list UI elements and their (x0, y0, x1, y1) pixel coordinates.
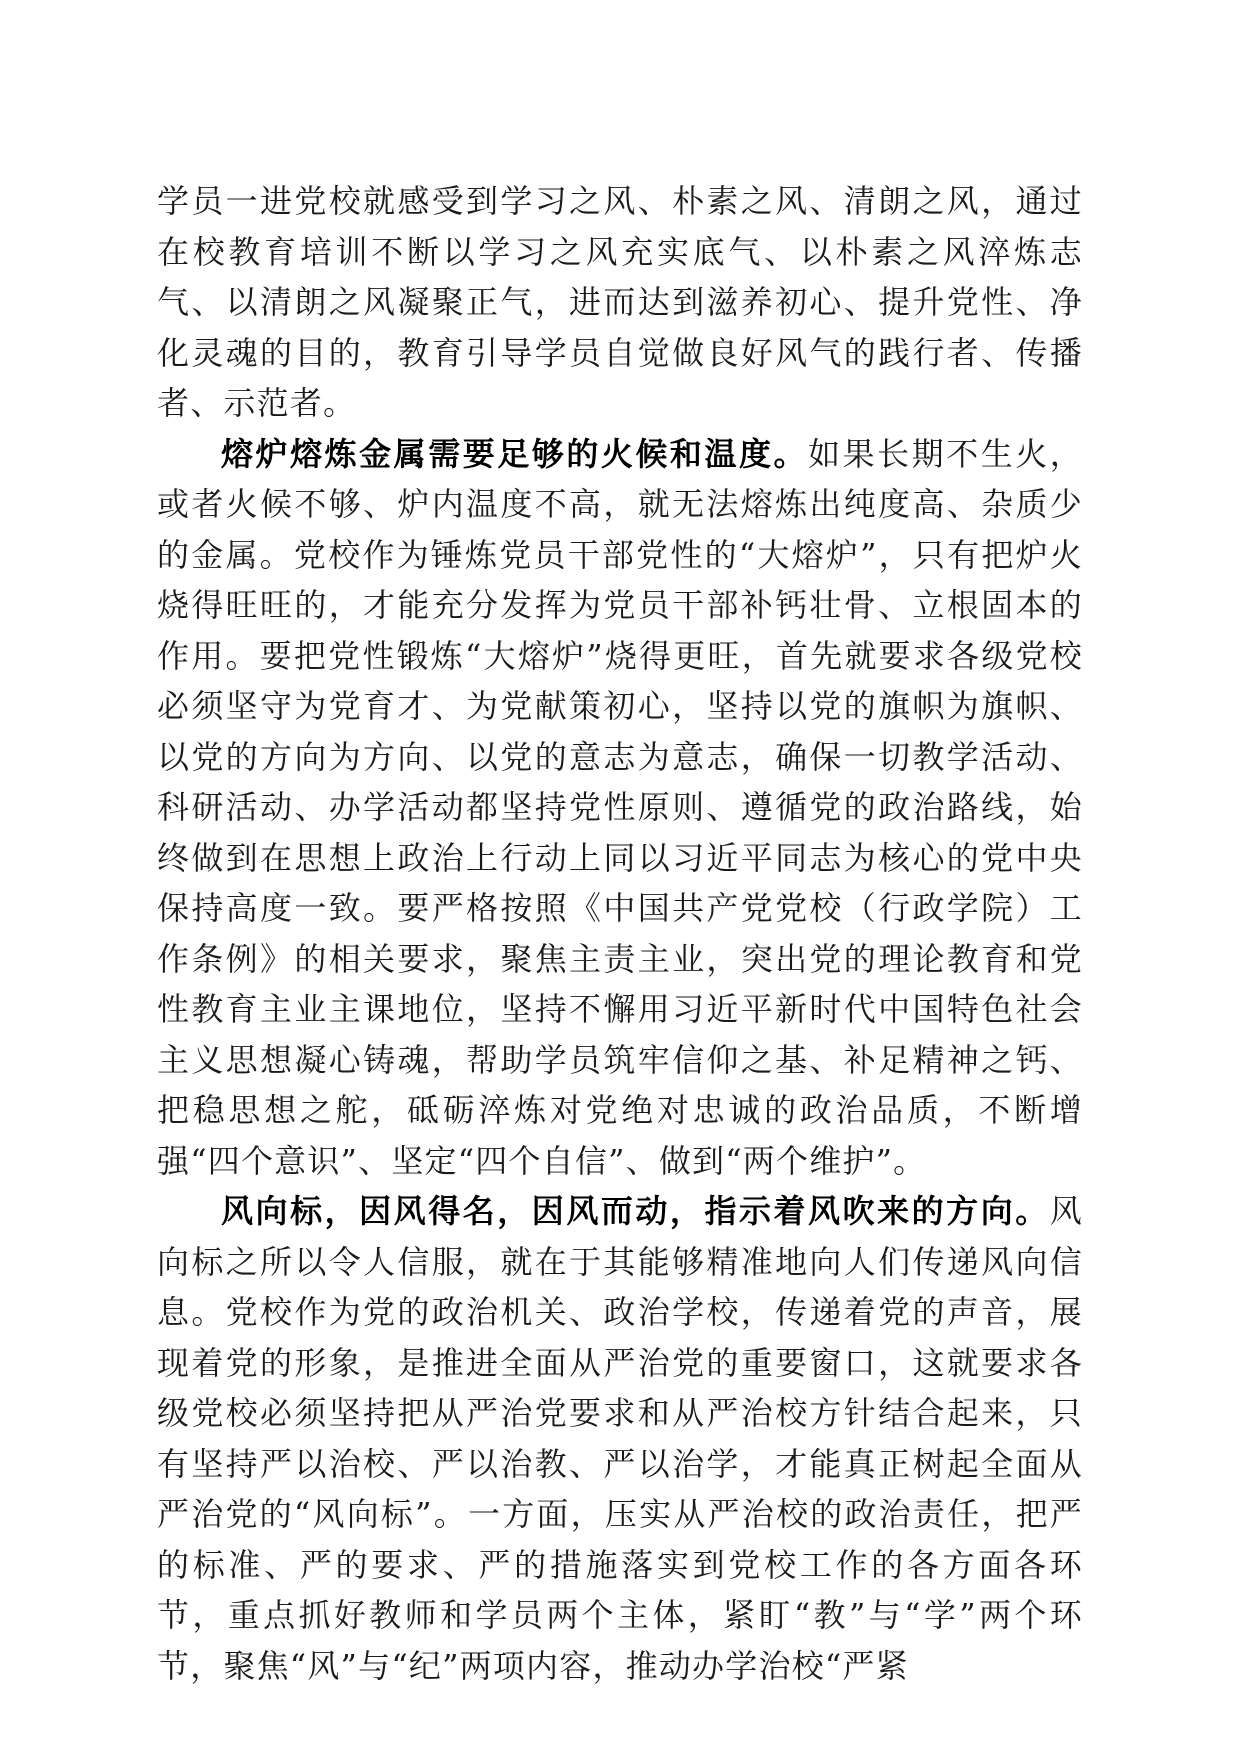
paragraph-1 (157, 176, 1083, 429)
paragraph-1-text: 学员一进党校就感受到学习之风、朴素之风、清朗之风，通过在校教育培训不断以学习之风充实底气、以朴素之风淬炼志气、以清朗之风凝聚正气，进而达到滋养初心、提升党性、净化灵魂的目的，教育引导学员自觉做良好风气的践行者、传播者、示范者。 (157, 182, 1083, 422)
paragraph-2-text: 如果长期不生火，或者火候不够、炉内温度不高，就无法熔炼出纯度高、杂质少的金属。党校作为锤炼党员干部党性的“大熔炉”，只有把炉火烧得旺旺的，才能充分发挥为党员干部补钙壮骨、立根固本的作用。要把党性锻炼“大熔炉”烧得更旺，首先就要求各级党校必须坚守为党育才、为党献策初心，坚持以党的旗帜为旗帜、以党的方向为方向、以党的意志为意志，确保一切教学活动、科研活动、办学活动都坚持党性原则、遵循党的政治路线，始终做到在思想上政治上行动上同以习近平同志为核心的党中央保持高度一致。要严格按照《中国共产党党校（行政学院）工作条例》的相关要求，聚焦主责主业，突出党的理论教育和党性教育主业主课地位，坚持不懈用习近平新时代中国特色社会主义思想凝心铸魂，帮助学员筑牢信仰之基、补足精神之钙、把稳思想之舵，砥砺淬炼对党绝对忠诚的政治品质，不断增强“四个意识”、坚定“四个自信”、做到“两个维护”。 (157, 434, 1083, 1180)
paragraph-2 (157, 429, 1083, 1187)
paragraph-3-text: 风向标之所以令人信服，就在于其能够精准地向人们传递风向信息。党校作为党的政治机关、政治学校，传递着党的声音，展现着党的形象，是推进全面从严治党的重要窗口，这就要求各级党校必须坚持把从严治党要求和从严治校方针结合起来，只有坚持严以治校、严以治教、严以治学，才能真正树起全面从严治党的“风向标”。一方面，压实从严治校的政治责任，把严的标准、严的要求、严的措施落实到党校工作的各方面各环节，重点抓好教师和学员两个主体，紧盯“教”与“学”两个环节，聚焦“风”与“纪”两项内容，推动办学治校“严紧 (157, 1192, 1083, 1685)
paragraph-3-lead: 风向标，因风得名，因风而动，指示着风吹来的方向。 (221, 1192, 1050, 1230)
document-body (157, 176, 1083, 1691)
paragraph-2-lead: 熔炉熔炼金属需要足够的火候和温度。 (221, 434, 809, 473)
paragraph-3 (157, 1186, 1083, 1691)
